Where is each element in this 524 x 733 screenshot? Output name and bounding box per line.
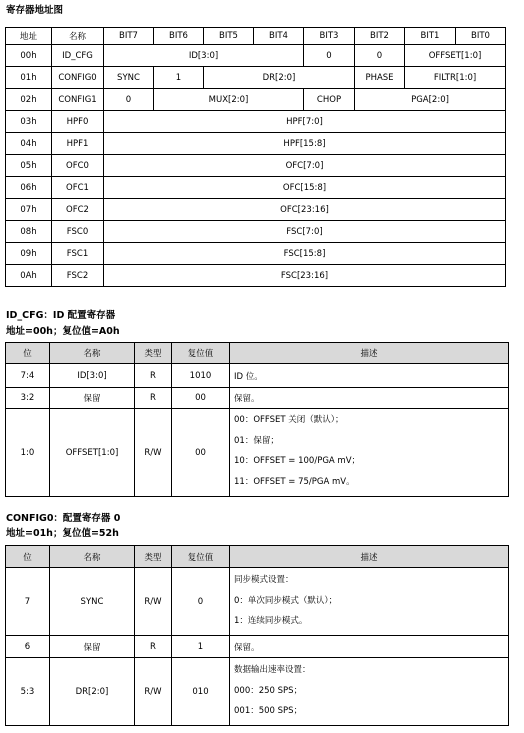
col-header-bit7: BIT7 bbox=[104, 28, 154, 45]
table-row bbox=[6, 89, 506, 111]
col-header-bit3: BIT3 bbox=[304, 28, 355, 45]
field-cell: 0 bbox=[304, 45, 355, 67]
desc-cell: ID 位。 bbox=[230, 364, 509, 388]
field-cell: 1 bbox=[154, 67, 204, 89]
reset-cell: 1010 bbox=[172, 364, 230, 388]
desc-line: 01：保留； bbox=[234, 435, 279, 446]
desc-line: 同步模式设置： bbox=[234, 575, 294, 585]
desc-line: 数据输出速率设置： bbox=[234, 665, 311, 675]
field-cell: HPF[7:0] bbox=[104, 111, 506, 133]
id-cfg-subtitle: 地址=00h；复位值=A0h bbox=[6, 326, 120, 337]
register-map-table bbox=[5, 27, 506, 287]
reset-cell: 00 bbox=[172, 388, 230, 409]
config0-subtitle: 地址=01h；复位值=52h bbox=[6, 528, 119, 539]
addr-cell: 03h bbox=[6, 111, 52, 133]
addr-cell: 01h bbox=[6, 67, 52, 89]
field-cell: DR[2:0] bbox=[204, 67, 355, 89]
name-cell: OFC0 bbox=[52, 155, 104, 177]
name-cell: HPF1 bbox=[52, 133, 104, 155]
name-cell: FSC1 bbox=[52, 243, 104, 265]
desc-line: 000：250 SPS； bbox=[234, 685, 303, 696]
desc-line: 1：连续同步模式。 bbox=[234, 616, 308, 626]
type-cell: R/W bbox=[135, 409, 172, 497]
table-row bbox=[6, 243, 506, 265]
addr-cell: 02h bbox=[6, 89, 52, 111]
name-cell: SYNC bbox=[50, 568, 135, 636]
col-header-bit2: BIT2 bbox=[355, 28, 405, 45]
type-cell: R bbox=[135, 388, 172, 409]
col-header-bit4: BIT4 bbox=[254, 28, 304, 45]
table-row bbox=[6, 133, 506, 155]
name-cell: FSC0 bbox=[52, 221, 104, 243]
col-header-desc: 描述 bbox=[230, 343, 509, 364]
name-cell: CONFIG0 bbox=[52, 67, 104, 89]
addr-cell: 09h bbox=[6, 243, 52, 265]
col-header-bit6: BIT6 bbox=[154, 28, 204, 45]
addr-cell: 05h bbox=[6, 155, 52, 177]
table-row bbox=[6, 177, 506, 199]
reset-cell: 010 bbox=[172, 658, 230, 726]
addr-cell: 06h bbox=[6, 177, 52, 199]
field-cell: HPF[15:8] bbox=[104, 133, 506, 155]
name-cell: FSC2 bbox=[52, 265, 104, 287]
col-header-addr: 地址 bbox=[6, 28, 52, 45]
name-cell: 保留 bbox=[50, 636, 135, 658]
addr-cell: 00h bbox=[6, 45, 52, 67]
field-cell: SYNC bbox=[104, 67, 154, 89]
name-cell: OFC2 bbox=[52, 199, 104, 221]
desc-line: 0：单次同步模式（默认）； bbox=[234, 595, 338, 606]
desc-line: 001：500 SPS； bbox=[234, 706, 303, 716]
table-row bbox=[6, 45, 506, 67]
desc-line: 10：OFFSET = 100/PGA mV； bbox=[234, 456, 361, 466]
bit-cell: 3:2 bbox=[6, 388, 50, 409]
desc-cell: 保留。 bbox=[230, 636, 509, 658]
name-cell: OFFSET[1:0] bbox=[50, 409, 135, 497]
col-header-bit: 位 bbox=[6, 343, 50, 364]
reset-cell: 0 bbox=[172, 568, 230, 636]
col-header-name: 名称 bbox=[50, 343, 135, 364]
table-row bbox=[6, 67, 506, 89]
addr-cell: 08h bbox=[6, 221, 52, 243]
table-header-row bbox=[6, 546, 509, 568]
table-header-row bbox=[6, 343, 509, 364]
field-cell: OFC[7:0] bbox=[104, 155, 506, 177]
table-row bbox=[6, 364, 509, 388]
table-row bbox=[6, 155, 506, 177]
desc-line: 00：OFFSET 关闭（默认）； bbox=[234, 415, 344, 425]
field-cell: FSC[23:16] bbox=[104, 265, 506, 287]
field-cell: 0 bbox=[355, 45, 405, 67]
config0-title: CONFIG0：配置寄存器 0 bbox=[6, 513, 121, 524]
col-header-bit: 位 bbox=[6, 546, 50, 568]
reset-cell: 00 bbox=[172, 409, 230, 497]
table-row bbox=[6, 388, 509, 409]
col-header-type: 类型 bbox=[135, 546, 172, 568]
desc-cell bbox=[230, 658, 509, 726]
addr-cell: 04h bbox=[6, 133, 52, 155]
col-header-bit5: BIT5 bbox=[204, 28, 254, 45]
reset-cell: 1 bbox=[172, 636, 230, 658]
table-row bbox=[6, 111, 506, 133]
table-header-row bbox=[6, 28, 506, 45]
name-cell: ID[3:0] bbox=[50, 364, 135, 388]
field-cell: OFC[23:16] bbox=[104, 199, 506, 221]
table-row bbox=[6, 568, 509, 636]
field-cell: PGA[2:0] bbox=[355, 89, 506, 111]
field-cell: MUX[2:0] bbox=[154, 89, 304, 111]
addr-cell: 07h bbox=[6, 199, 52, 221]
desc-line: 11：OFFSET = 75/PGA mV。 bbox=[234, 476, 355, 487]
register-map-title: 寄存器地址图 bbox=[6, 5, 64, 16]
table-row bbox=[6, 409, 509, 497]
field-cell: CHOP bbox=[304, 89, 355, 111]
col-header-reset: 复位值 bbox=[172, 546, 230, 568]
col-header-type: 类型 bbox=[135, 343, 172, 364]
col-header-reset: 复位值 bbox=[172, 343, 230, 364]
name-cell: HPF0 bbox=[52, 111, 104, 133]
table-row bbox=[6, 265, 506, 287]
type-cell: R/W bbox=[135, 568, 172, 636]
name-cell: ID_CFG bbox=[52, 45, 104, 67]
id-cfg-title: ID_CFG：ID 配置寄存器 bbox=[6, 310, 116, 321]
col-header-name: 名称 bbox=[52, 28, 104, 45]
config0-table bbox=[5, 545, 509, 726]
field-cell: FSC[15:8] bbox=[104, 243, 506, 265]
name-cell: 保留 bbox=[50, 388, 135, 409]
col-header-bit0: BIT0 bbox=[456, 28, 506, 45]
table-row bbox=[6, 199, 506, 221]
field-cell: PHASE bbox=[355, 67, 405, 89]
desc-cell bbox=[230, 568, 509, 636]
desc-cell: 保留。 bbox=[230, 388, 509, 409]
type-cell: R bbox=[135, 636, 172, 658]
field-cell: 0 bbox=[104, 89, 154, 111]
field-cell: FSC[7:0] bbox=[104, 221, 506, 243]
type-cell: R/W bbox=[135, 658, 172, 726]
col-header-desc: 描述 bbox=[230, 546, 509, 568]
field-cell: FILTR[1:0] bbox=[405, 67, 506, 89]
type-cell: R bbox=[135, 364, 172, 388]
bit-cell: 6 bbox=[6, 636, 50, 658]
bit-cell: 5:3 bbox=[6, 658, 50, 726]
name-cell: OFC1 bbox=[52, 177, 104, 199]
desc-cell bbox=[230, 409, 509, 497]
bit-cell: 7:4 bbox=[6, 364, 50, 388]
col-header-name: 名称 bbox=[50, 546, 135, 568]
name-cell: DR[2:0] bbox=[50, 658, 135, 726]
name-cell: CONFIG1 bbox=[52, 89, 104, 111]
bit-cell: 1:0 bbox=[6, 409, 50, 497]
field-cell: ID[3:0] bbox=[104, 45, 304, 67]
field-cell: OFC[15:8] bbox=[104, 177, 506, 199]
col-header-bit1: BIT1 bbox=[405, 28, 456, 45]
field-cell: OFFSET[1:0] bbox=[405, 45, 506, 67]
table-row bbox=[6, 658, 509, 726]
bit-cell: 7 bbox=[6, 568, 50, 636]
addr-cell: 0Ah bbox=[6, 265, 52, 287]
table-row bbox=[6, 221, 506, 243]
id-cfg-table bbox=[5, 342, 509, 497]
table-row bbox=[6, 636, 509, 658]
